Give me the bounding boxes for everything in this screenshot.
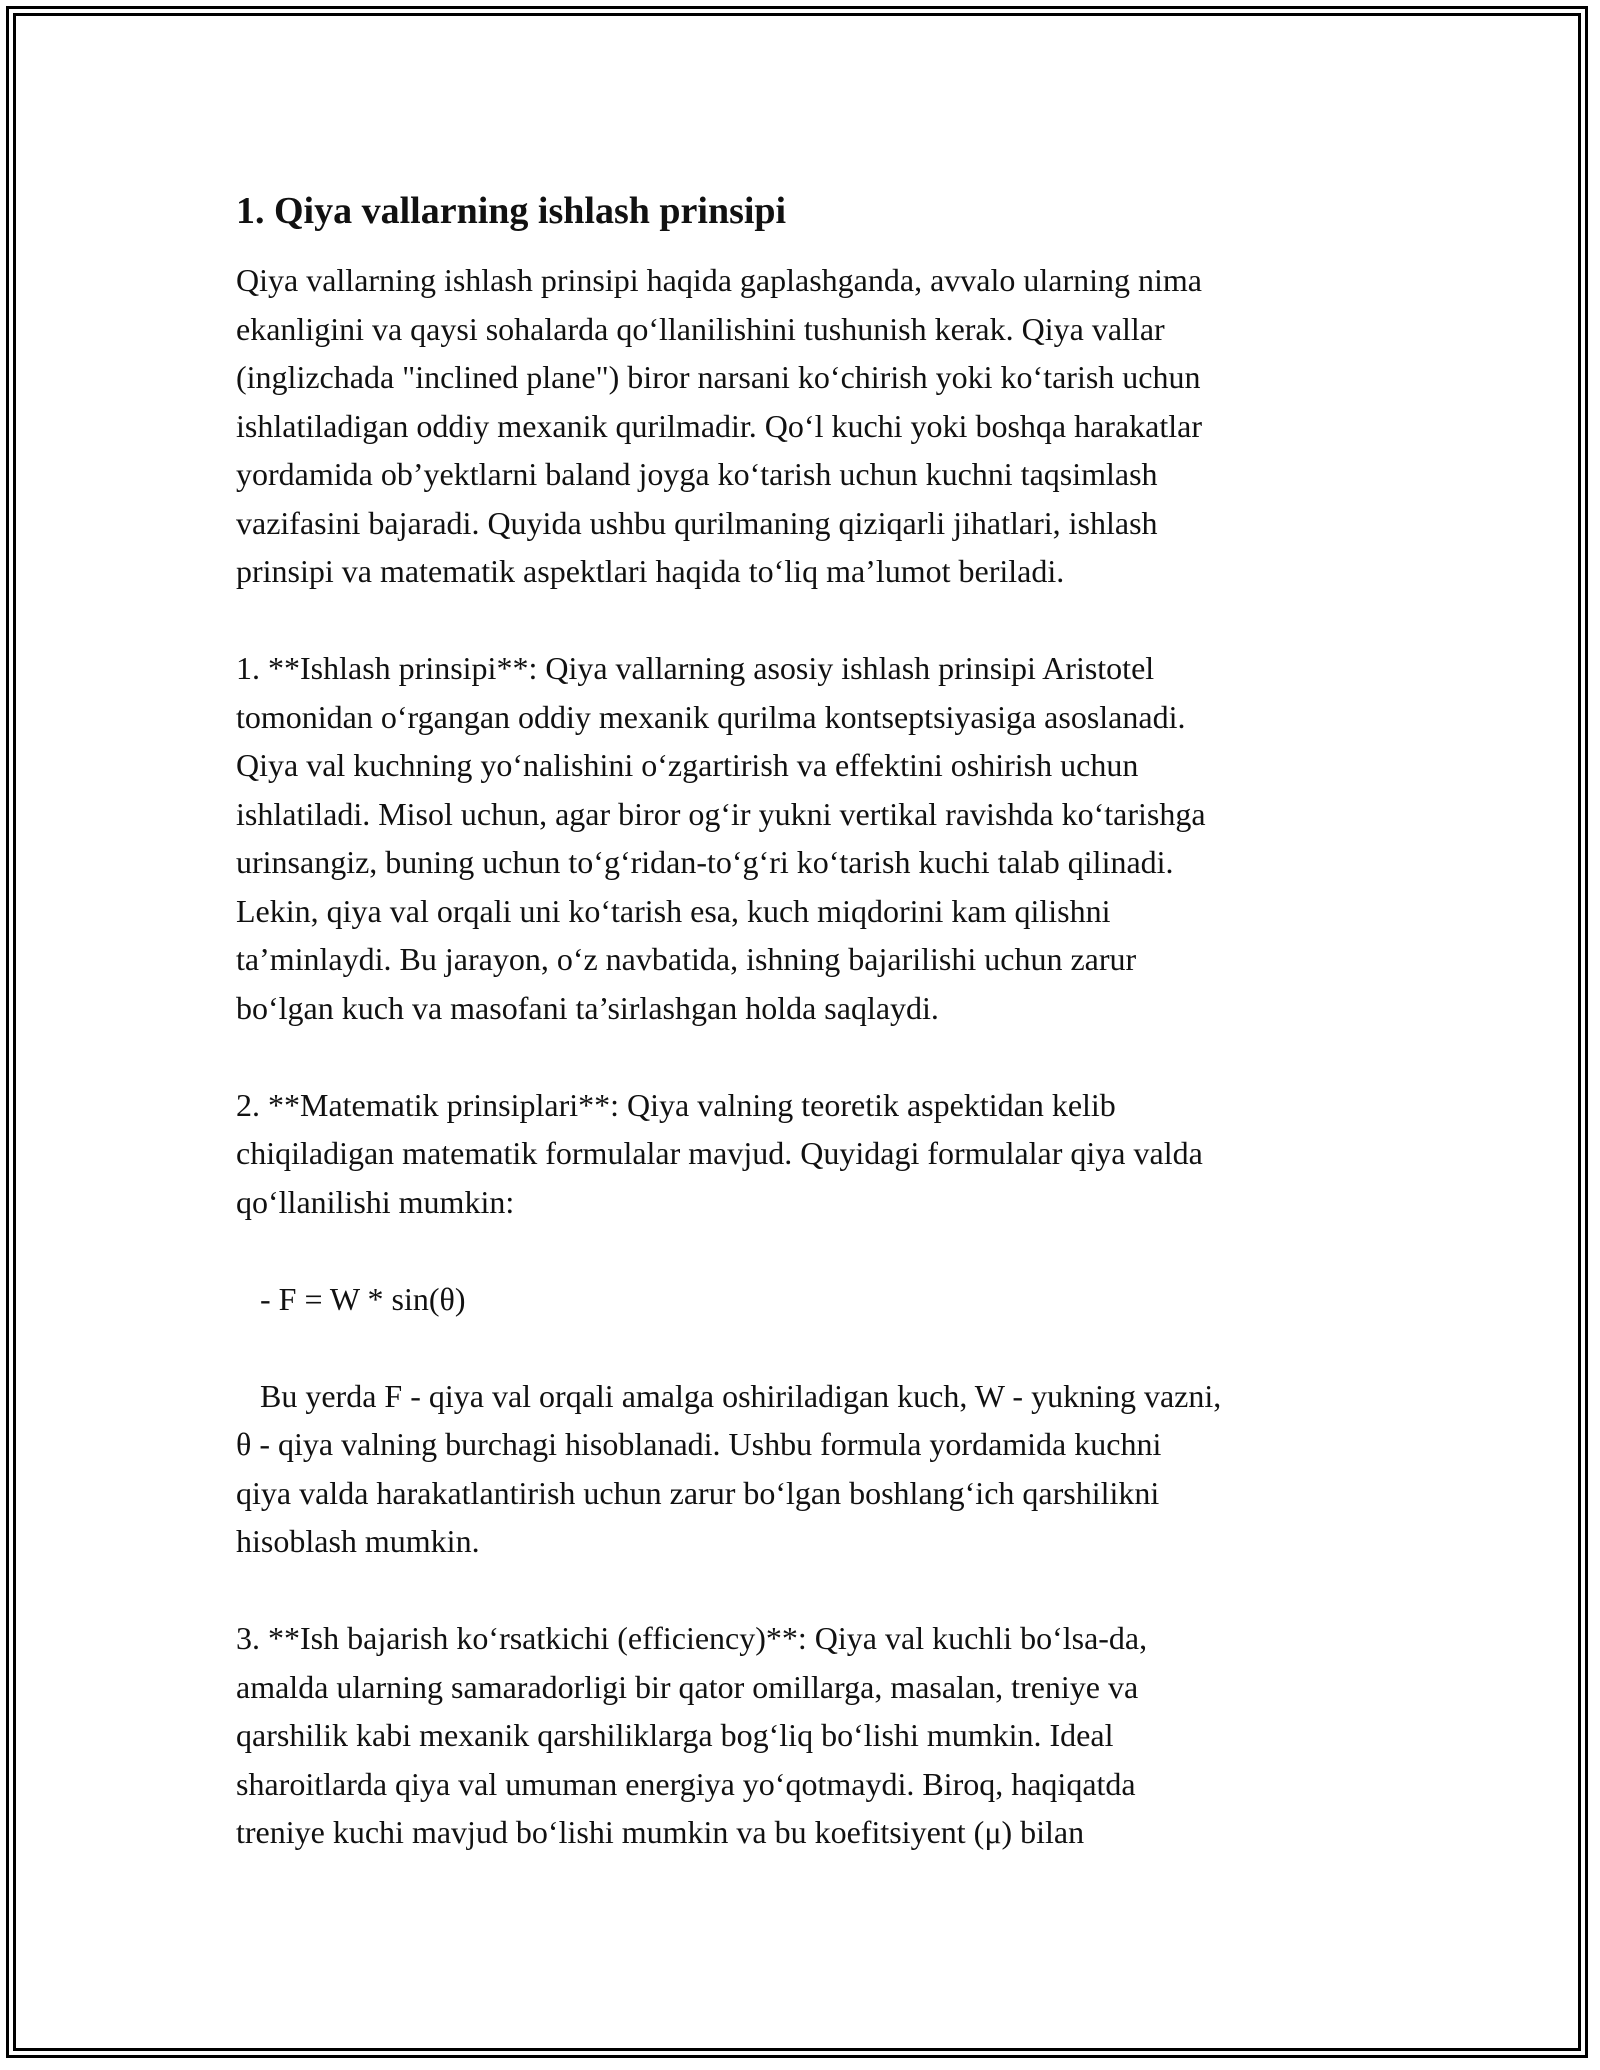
paragraph-efficiency: 3. **Ish bajarish ko‘rsatkichi (efficiency)**: Qiya val kuchli bo‘lsa-da, amalda ularning samaradorligi bir qator omillarga, masalan, treniye va qarshilik kabi mexanik qarshiliklarga bog‘liq bo‘lishi mumkin. Ideal sharoitlarda qiya val umuman energiya yo‘qotmaydi. Biroq, haqiqatda treniye kuchi mavjud bo‘lishi mumkin va bu koefitsiyent (μ) bilan [236,1620,1148,1850]
paragraph-intro: Qiya vallarning ishlash prinsipi haqida gaplashganda, avvalo ularning nima ekanligini va qaysi sohalarda qo‘llanilishini tushunish kerak. Qiya vallar (inglizchada "inclined plane") biror narsani ko‘chirish yoki ko‘tarish uchun ishlatiladigan oddiy mexanik qurilmadir. Qo‘l kuchi yoki boshqa harakatlar yordamida ob’yektlarni baland joyga ko‘tarish uchun kuchni taqsimlash vazifasini bajaradi. Quyida ushbu qurilmaning qiziqarli jihatlari, ishlash prinsipi va matematik aspektlari haqida to‘liq ma’lumot beriladi. [236,262,1202,589]
document-body [236,186,1376,1857]
paragraph-math-principles: 2. **Matematik prinsiplari**: Qiya valning teoretik aspektidan kelib chiqiladigan matematik formulalar mavjud. Quyidagi formulalar qiya valda qo‘llanilishi mumkin: [236,1086,1203,1220]
section-heading: 1. Qiya vallarning ishlash prinsipi [236,190,787,232]
formula-line: - F = W * sin(θ) [236,1280,466,1317]
paragraph-formula-explanation: Bu yerda F - qiya val orqali amalga oshiriladigan kuch, W - yukning vazni, θ - qiya valning burchagi hisoblanadi. Ushbu formula yordamida kuchni qiya valda harakatlantirish uchun zarur bo‘lgan boshlang‘ich qarshilikni hisoblash mumkin. [236,1377,1222,1559]
paragraph-working-principle: 1. **Ishlash prinsipi**: Qiya vallarning asosiy ishlash prinsipi Aristotel tomonidan o‘rgangan oddiy mexanik qurilma kontseptsiyasiga asoslanadi. Qiya val kuchning yo‘nalishini o‘zgartirish va effektini oshirish uchun ishlatiladi. Misol uchun, agar biror og‘ir yukni vertikal ravishda ko‘tarishga urinsangiz, buning uchun to‘g‘ridan-to‘g‘ri ko‘tarish kuchi talab qilinadi. Lekin, qiya val orqali uni ko‘tarish esa, kuch miqdorini kam qilishni ta’minlaydi. Bu jarayon, o‘z navbatida, ishning bajarilishi uchun zarur bo‘lgan kuch va masofani ta’sirlashgan holda saqlaydi. [236,650,1206,1026]
